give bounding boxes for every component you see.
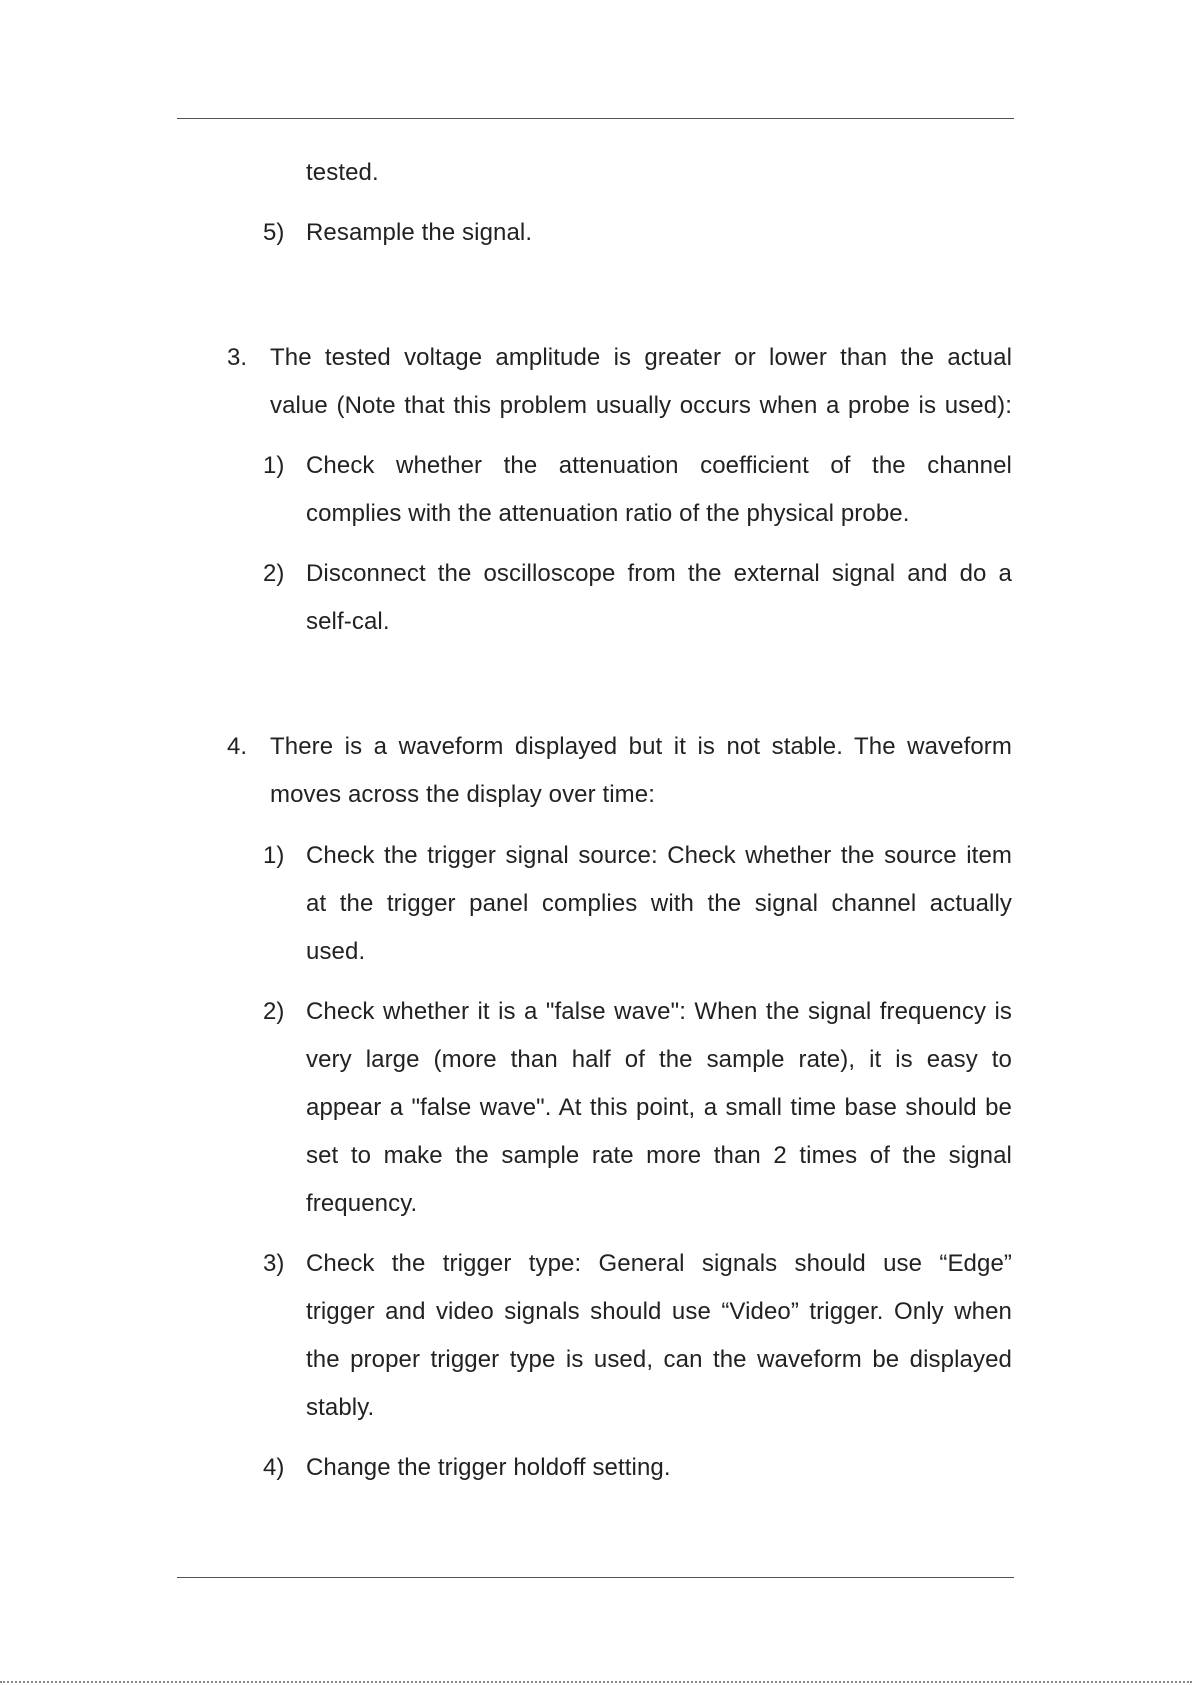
list-item-text: used. xyxy=(306,938,366,965)
list-item-text: very large (more than half of the sample rate), it is easy to xyxy=(306,1046,1012,1073)
list-marker: 2) xyxy=(263,998,285,1025)
list-item-text: set to make the sample rate more than 2 times of the signal xyxy=(306,1142,1012,1169)
list-marker: 4) xyxy=(263,1454,285,1481)
list-item-text: Resample the signal. xyxy=(306,219,533,246)
list-item-text: stably. xyxy=(306,1394,375,1421)
list-marker: 3) xyxy=(263,1250,285,1277)
list-item-text: Check whether it is a "false wave": When the signal frequency is xyxy=(306,998,1012,1025)
list-item-text: Check whether the attenuation coefficient of the channel xyxy=(306,452,1012,479)
section-heading-line: moves across the display over time: xyxy=(270,781,655,808)
section-heading-line: The tested voltage amplitude is greater or lower than the actual xyxy=(270,344,1012,371)
section-number: 4. xyxy=(227,733,248,760)
list-item-text: Change the trigger holdoff setting. xyxy=(306,1454,671,1481)
list-item-text: frequency. xyxy=(306,1190,418,1217)
page-edge-dots xyxy=(0,1681,1192,1683)
list-item-text: appear a "false wave". At this point, a small time base should be xyxy=(306,1094,1012,1121)
list-marker: 1) xyxy=(263,842,285,869)
list-marker: 2) xyxy=(263,560,285,587)
list-item-text: self-cal. xyxy=(306,608,390,635)
list-marker: 5) xyxy=(263,219,285,246)
list-item-text: Disconnect the oscilloscope from the external signal and do a xyxy=(306,560,1012,587)
section-number: 3. xyxy=(227,344,248,371)
list-marker: 1) xyxy=(263,452,285,479)
section-heading-line: value (Note that this problem usually occurs when a probe is used): xyxy=(270,392,1012,419)
list-item-text: at the trigger panel complies with the signal channel actually xyxy=(306,890,1012,917)
section-heading-line: There is a waveform displayed but it is not stable. The waveform xyxy=(270,733,1012,760)
list-item-text: the proper trigger type is used, can the waveform be displayed xyxy=(306,1346,1012,1373)
list-item-text: complies with the attenuation ratio of the physical probe. xyxy=(306,500,910,527)
list-item-text: Check the trigger signal source: Check whether the source item xyxy=(306,842,1012,869)
footer-rule xyxy=(177,1577,1014,1578)
header-rule xyxy=(177,118,1014,119)
list-item-text: Check the trigger type: General signals should use “Edge” xyxy=(306,1250,1012,1277)
list-item-text: trigger and video signals should use “Video” trigger. Only when xyxy=(306,1298,1012,1325)
continuation-line: tested. xyxy=(306,159,379,186)
